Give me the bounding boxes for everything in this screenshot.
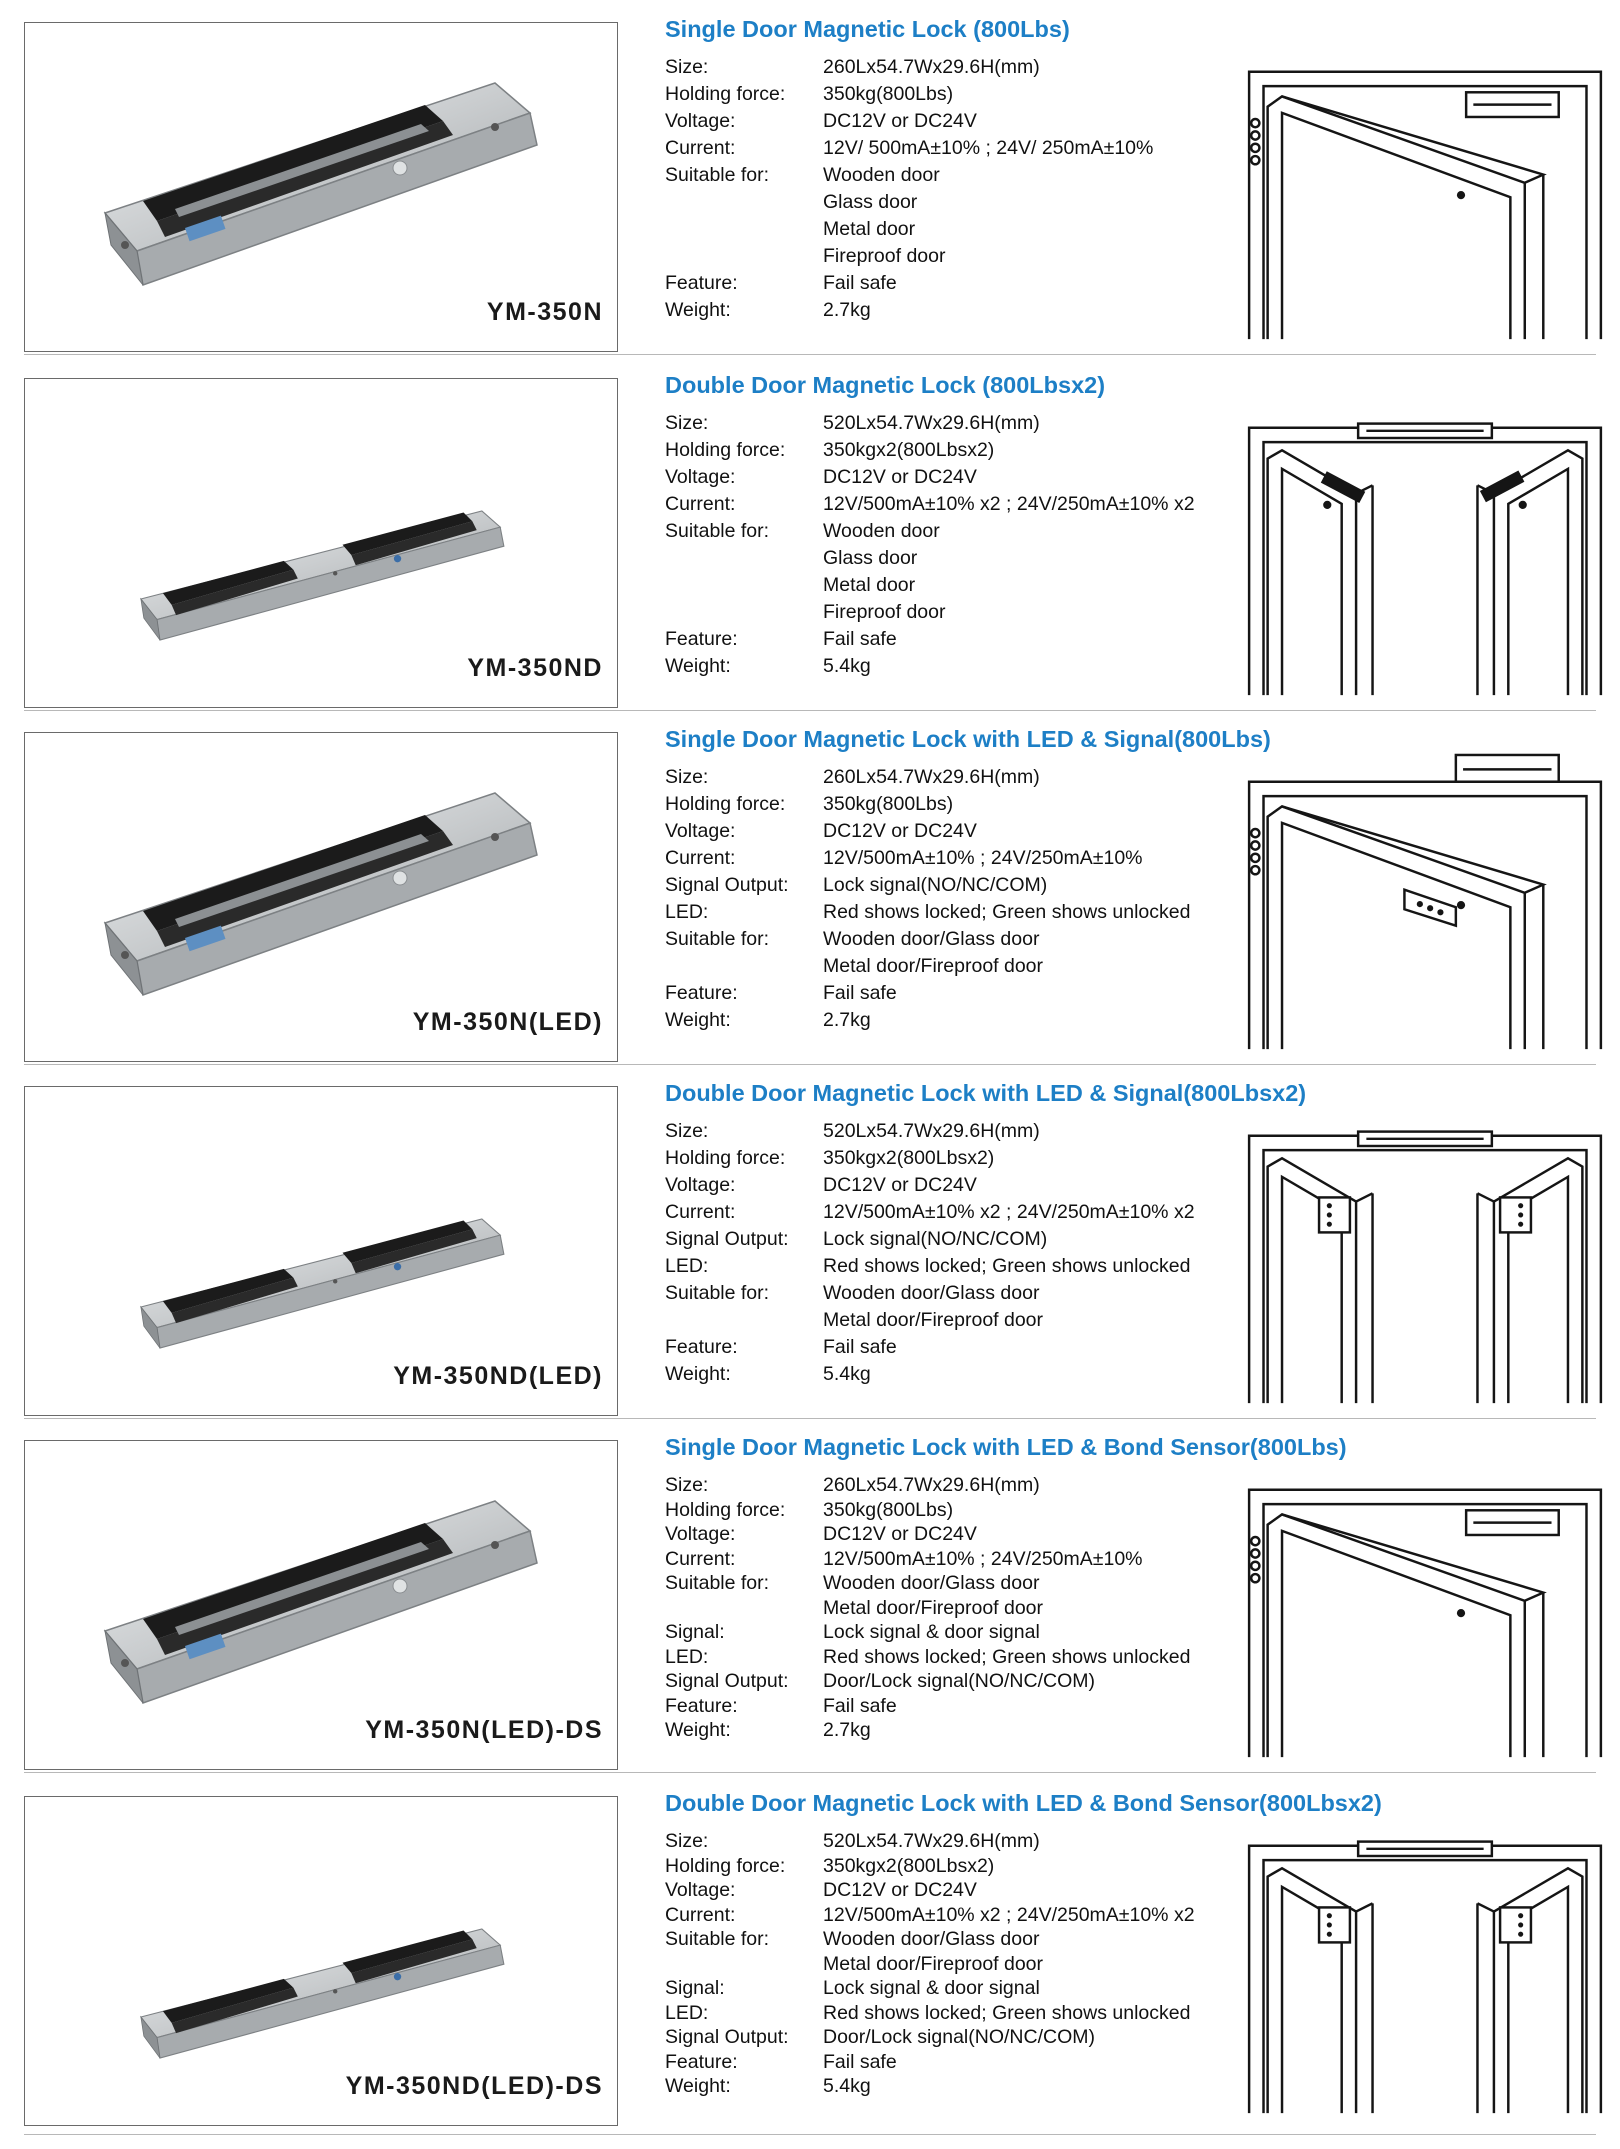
spec-value: 350kgx2(800Lbsx2) bbox=[823, 1147, 995, 1169]
spec-value: DC12V or DC24V bbox=[823, 1523, 977, 1545]
spec-value: Fireproof door bbox=[823, 601, 946, 623]
spec-value: Fail safe bbox=[823, 1336, 897, 1358]
spec-label: Suitable for: bbox=[665, 928, 770, 950]
product-title: Double Door Magnetic Lock (800Lbsx2) bbox=[665, 372, 1106, 398]
spec-value: 260Lx54.7Wx29.6H(mm) bbox=[823, 766, 1040, 788]
product-photo-frame bbox=[24, 1796, 618, 2126]
spec-value: Door/Lock signal(NO/NC/COM) bbox=[823, 1670, 1095, 1692]
spec-value: Metal door bbox=[823, 218, 916, 240]
product-photo-frame bbox=[24, 1086, 618, 1416]
spec-value: 520Lx54.7Wx29.6H(mm) bbox=[823, 1830, 1040, 1852]
spec-label: LED: bbox=[665, 1645, 709, 1668]
spec-label: Current: bbox=[665, 1903, 736, 1926]
spec-value: Fail safe bbox=[823, 272, 897, 294]
spec-value: Wooden door/Glass door bbox=[823, 928, 1040, 950]
spec-label: Feature: bbox=[665, 982, 738, 1004]
model-number: YM-350ND(LED)-DS bbox=[345, 2072, 603, 2100]
product-photo-frame bbox=[24, 732, 618, 1062]
model-number: YM-350N bbox=[486, 298, 603, 326]
spec-label: Current: bbox=[665, 137, 736, 159]
spec-label: Weight: bbox=[665, 655, 731, 677]
spec-value: Metal door/Fireproof door bbox=[823, 1309, 1044, 1331]
door-diagram bbox=[1245, 1104, 1605, 1404]
spec-label: LED: bbox=[665, 2001, 709, 2024]
spec-label: Current: bbox=[665, 493, 736, 515]
spec-label: Weight: bbox=[665, 1363, 731, 1385]
spec-label: Signal: bbox=[665, 1977, 725, 1999]
spec-value: Metal door/Fireproof door bbox=[823, 955, 1044, 977]
door-diagram bbox=[1245, 396, 1605, 696]
spec-value: DC12V or DC24V bbox=[823, 466, 977, 488]
spec-value: Metal door/Fireproof door bbox=[823, 1952, 1044, 1975]
spec-label: Feature: bbox=[665, 1336, 738, 1358]
spec-value: 5.4kg bbox=[823, 655, 871, 677]
spec-label: Holding force: bbox=[665, 1147, 786, 1169]
model-number: YM-350N(LED)-DS bbox=[365, 1716, 603, 1744]
spec-label: Weight: bbox=[665, 299, 731, 321]
spec-value: Red shows locked; Green shows unlocked bbox=[823, 901, 1191, 923]
spec-value: Wooden door/Glass door bbox=[823, 1572, 1040, 1594]
spec-value: 5.4kg bbox=[823, 1363, 871, 1385]
spec-label: Voltage: bbox=[665, 1523, 736, 1545]
spec-label: Voltage: bbox=[665, 1879, 736, 1901]
spec-label: Current: bbox=[665, 1547, 736, 1570]
spec-value: 350kgx2(800Lbsx2) bbox=[823, 1854, 995, 1877]
door-diagram-single bbox=[1249, 72, 1601, 339]
spec-label: Feature: bbox=[665, 1694, 738, 1717]
spec-label: Suitable for: bbox=[665, 520, 770, 542]
spec-label: Size: bbox=[665, 56, 709, 78]
spec-label: Voltage: bbox=[665, 1174, 736, 1196]
spec-label: Voltage: bbox=[665, 110, 736, 132]
door-diagram bbox=[1245, 1814, 1605, 2114]
product-title: Double Door Magnetic Lock with LED & Signal(800Lbsx2) bbox=[665, 1080, 1307, 1106]
product-section bbox=[0, 1064, 1620, 1419]
door-diagram-double-led bbox=[1249, 1132, 1601, 1404]
spec-label: Suitable for: bbox=[665, 1282, 770, 1304]
spec-value: Lock signal & door signal bbox=[823, 1621, 1040, 1643]
spec-value: 5.4kg bbox=[823, 2075, 871, 2097]
spec-label: Size: bbox=[665, 412, 709, 434]
spec-value: Wooden door/Glass door bbox=[823, 1282, 1040, 1304]
spec-value: Wooden door bbox=[823, 520, 940, 542]
spec-label: Size: bbox=[665, 1830, 709, 1852]
spec-value: DC12V or DC24V bbox=[823, 820, 977, 842]
spec-value: Lock signal(NO/NC/COM) bbox=[823, 874, 1048, 896]
lock-photo-single bbox=[105, 1501, 537, 1703]
door-diagram bbox=[1245, 40, 1605, 340]
door-diagram bbox=[1245, 750, 1605, 1050]
product-title: Single Door Magnetic Lock (800Lbs) bbox=[665, 16, 1070, 42]
spec-value: 2.7kg bbox=[823, 1719, 871, 1741]
spec-value: Fail safe bbox=[823, 1694, 897, 1717]
spec-label: Holding force: bbox=[665, 1854, 786, 1877]
spec-value: DC12V or DC24V bbox=[823, 1879, 977, 1901]
spec-value: Fail safe bbox=[823, 2050, 897, 2073]
door-diagram-single-led bbox=[1249, 755, 1601, 1049]
lock-photo-double bbox=[141, 511, 504, 640]
product-photo-frame bbox=[24, 378, 618, 708]
spec-label: Signal Output: bbox=[665, 1670, 789, 1692]
spec-value: Glass door bbox=[823, 191, 918, 213]
spec-value: 12V/500mA±10% ; 24V/250mA±10% bbox=[823, 1547, 1143, 1570]
spec-value: Wooden door/Glass door bbox=[823, 1928, 1040, 1950]
spec-label: Size: bbox=[665, 766, 709, 788]
spec-value: 12V/500mA±10% ; 24V/250mA±10% bbox=[823, 847, 1143, 869]
spec-label: Weight: bbox=[665, 1719, 731, 1741]
spec-value: 12V/500mA±10% x2 ; 24V/250mA±10% x2 bbox=[823, 493, 1195, 515]
spec-value: DC12V or DC24V bbox=[823, 1174, 977, 1196]
spec-value: Door/Lock signal(NO/NC/COM) bbox=[823, 2026, 1095, 2048]
lock-photo-double bbox=[141, 1219, 504, 1348]
spec-label: Holding force: bbox=[665, 793, 786, 815]
spec-label: Signal Output: bbox=[665, 874, 789, 896]
product-section bbox=[0, 0, 1620, 355]
product-section bbox=[0, 356, 1620, 711]
spec-value: 260Lx54.7Wx29.6H(mm) bbox=[823, 1474, 1040, 1496]
spec-label: Signal Output: bbox=[665, 1228, 789, 1250]
spec-label: LED: bbox=[665, 1255, 709, 1277]
section-divider bbox=[24, 1772, 1596, 1773]
door-diagram-single bbox=[1249, 1490, 1601, 1757]
spec-label: Signal: bbox=[665, 1621, 725, 1643]
spec-label: Holding force: bbox=[665, 1498, 786, 1521]
spec-value: Lock signal & door signal bbox=[823, 1977, 1040, 1999]
door-diagram-double bbox=[1249, 424, 1601, 696]
spec-label: Feature: bbox=[665, 628, 738, 650]
spec-value: 2.7kg bbox=[823, 299, 871, 321]
spec-label: Signal Output: bbox=[665, 2026, 789, 2048]
spec-value: 520Lx54.7Wx29.6H(mm) bbox=[823, 412, 1040, 434]
spec-label: Feature: bbox=[665, 2050, 738, 2073]
product-photo-frame bbox=[24, 22, 618, 352]
spec-value: 12V/ 500mA±10% ; 24V/ 250mA±10% bbox=[823, 137, 1154, 159]
product-title: Double Door Magnetic Lock with LED & Bond Sensor(800Lbsx2) bbox=[665, 1790, 1382, 1816]
spec-label: Holding force: bbox=[665, 83, 786, 105]
spec-value: Red shows locked; Green shows unlocked bbox=[823, 1645, 1191, 1668]
spec-label: Weight: bbox=[665, 2075, 731, 2097]
spec-label: Feature: bbox=[665, 272, 738, 294]
spec-value: Wooden door bbox=[823, 164, 940, 186]
spec-value: 12V/500mA±10% x2 ; 24V/250mA±10% x2 bbox=[823, 1201, 1195, 1223]
spec-label: Suitable for: bbox=[665, 1572, 770, 1594]
spec-value: Lock signal(NO/NC/COM) bbox=[823, 1228, 1048, 1250]
spec-value: 350kg(800Lbs) bbox=[823, 83, 954, 105]
product-section bbox=[0, 710, 1620, 1065]
spec-value: 12V/500mA±10% x2 ; 24V/250mA±10% x2 bbox=[823, 1903, 1195, 1926]
spec-label: Voltage: bbox=[665, 466, 736, 488]
door-diagram-double-led bbox=[1249, 1842, 1601, 2114]
spec-value: 350kgx2(800Lbsx2) bbox=[823, 439, 995, 461]
spec-label: Size: bbox=[665, 1120, 709, 1142]
product-photo-frame bbox=[24, 1440, 618, 1770]
spec-value: Metal door/Fireproof door bbox=[823, 1596, 1044, 1619]
spec-value: Metal door bbox=[823, 574, 916, 596]
spec-value: Glass door bbox=[823, 547, 918, 569]
spec-value: Red shows locked; Green shows unlocked bbox=[823, 1255, 1191, 1277]
spec-label: Holding force: bbox=[665, 439, 786, 461]
section-divider bbox=[24, 2134, 1596, 2135]
model-number: YM-350ND(LED) bbox=[393, 1362, 603, 1390]
spec-value: 350kg(800Lbs) bbox=[823, 1498, 954, 1521]
spec-value: 260Lx54.7Wx29.6H(mm) bbox=[823, 56, 1040, 78]
spec-label: Current: bbox=[665, 1201, 736, 1223]
lock-photo-single bbox=[105, 83, 537, 285]
lock-photo-double bbox=[141, 1929, 504, 2058]
section-divider bbox=[24, 354, 1596, 355]
spec-value: Red shows locked; Green shows unlocked bbox=[823, 2001, 1191, 2024]
product-title: Single Door Magnetic Lock with LED & Bond Sensor(800Lbs) bbox=[665, 1434, 1347, 1460]
spec-label: Suitable for: bbox=[665, 1928, 770, 1950]
product-section bbox=[0, 1418, 1620, 1773]
spec-value: 2.7kg bbox=[823, 1009, 871, 1031]
spec-value: Fail safe bbox=[823, 982, 897, 1004]
spec-label: Current: bbox=[665, 847, 736, 869]
door-diagram bbox=[1245, 1458, 1605, 1758]
spec-label: Weight: bbox=[665, 1009, 731, 1031]
model-number: YM-350ND bbox=[467, 654, 603, 682]
spec-value: DC12V or DC24V bbox=[823, 110, 977, 132]
spec-label: LED: bbox=[665, 901, 709, 923]
spec-label: Size: bbox=[665, 1474, 709, 1496]
lock-photo-single bbox=[105, 793, 537, 995]
spec-value: 350kg(800Lbs) bbox=[823, 793, 954, 815]
spec-value: Fireproof door bbox=[823, 245, 946, 267]
spec-label: Voltage: bbox=[665, 820, 736, 842]
spec-label: Suitable for: bbox=[665, 164, 770, 186]
spec-value: Fail safe bbox=[823, 628, 897, 650]
product-section bbox=[0, 1774, 1620, 2129]
product-title: Single Door Magnetic Lock with LED & Signal(800Lbs) bbox=[665, 726, 1271, 752]
spec-value: 520Lx54.7Wx29.6H(mm) bbox=[823, 1120, 1040, 1142]
model-number: YM-350N(LED) bbox=[412, 1008, 603, 1036]
